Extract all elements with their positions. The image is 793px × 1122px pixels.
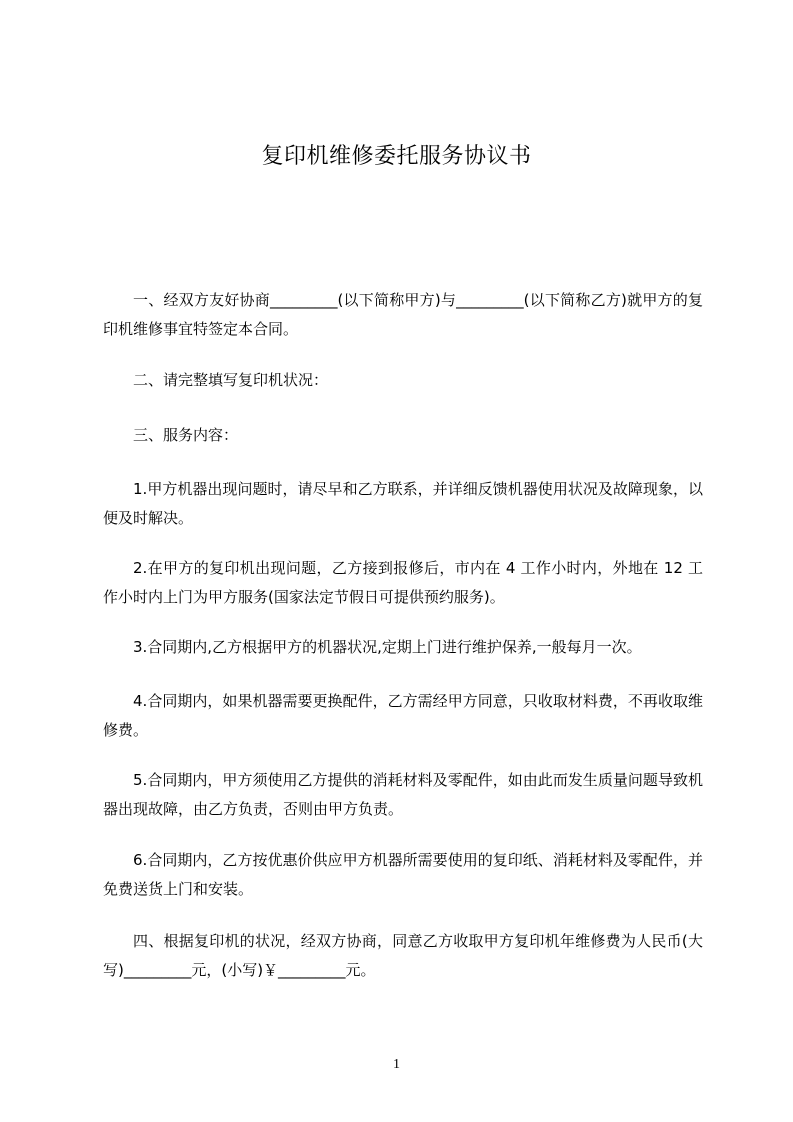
- service-item-1: 1.甲方机器出现问题时，请尽早和乙方联系，并详细反馈机器使用状况及故障现象，以便及时解决。: [103, 480, 703, 527]
- service-item-5: 5.合同期内，甲方须使用乙方提供的消耗材料及零配件，如由此而发生质量问题导致机器出现故障，由乙方负责，否则由甲方负责。: [103, 771, 703, 818]
- service-item-3: 3.合同期内,乙方根据甲方的机器状况,定期上门进行维护保养,一般每月一次。: [133, 638, 642, 656]
- page-number: 1: [393, 1057, 400, 1072]
- clause-3-service-content: 三、服务内容：: [133, 426, 239, 444]
- service-item-6: 6.合同期内，乙方按优惠价供应甲方机器所需要使用的复印纸、消耗材料及零配件，并免费送货上门和安装。: [103, 851, 703, 898]
- document-title: 复印机维修委托服务协议书: [261, 144, 532, 169]
- clause-2-machine-status: 二、请完整填写复印机状况：: [133, 371, 329, 389]
- clause-4-annual-fee: 四、根据复印机的状况，经双方协商，同意乙方收取甲方复印机年维修费为人民币(大写)_________元，(小写)￥_________元。: [103, 932, 703, 979]
- service-item-4: 4.合同期内，如果机器需要更换配件，乙方需经甲方同意，只收取材料费，不再收取维修费。: [103, 692, 703, 739]
- service-item-2: 2.在甲方的复印机出现问题，乙方接到报修后，市内在 4 工作小时内，外地在 12 工作小时内上门为甲方服务(国家法定节假日可提供预约服务)。: [103, 559, 703, 606]
- clause-1-parties: 一、经双方友好协商_________(以下简称甲方)与_________(以下简称乙方)就甲方的复印机维修事宜特签定本合同。: [103, 291, 703, 338]
